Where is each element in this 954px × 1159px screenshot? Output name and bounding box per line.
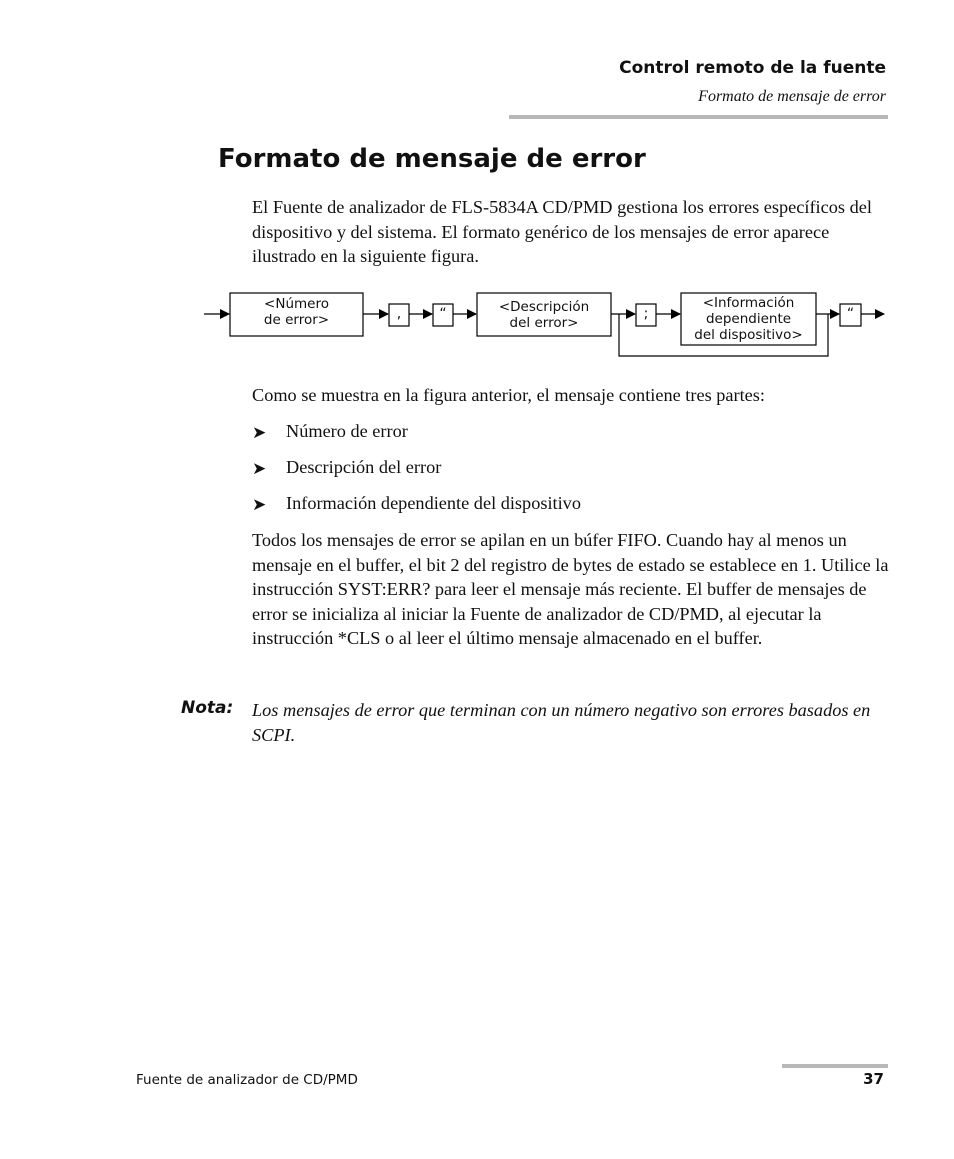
- list-item: ➤ Descripción del error: [252, 455, 581, 491]
- label-error-number: <Número de error>: [263, 296, 330, 328]
- fifo-paragraph: Todos los mensajes de error se apilan en un búfer FIFO. Cuando hay al menos un mensaje en el buffer, el bit 2 del registro de bytes de estado se establece en 1. Utilice la instrucción SYST:ERR? para leer el mensaje más reciente. El buffer de mensajes de error se inicializa al iniciar la Fuente de analizador de CD/PMD, al ejecutar la instrucción *CLS o al leer el último mensaje almacenado en el buffer.: [252, 530, 889, 648]
- label-semicolon: ;: [643, 306, 649, 322]
- parts-list: [252, 419, 581, 527]
- label-comma: ,: [396, 306, 402, 322]
- section-title: Formato de mensaje de error: [698, 88, 886, 105]
- arrowhead-bullet-icon: ➤: [252, 423, 267, 442]
- header-rule: [509, 115, 888, 119]
- page-title: Formato de mensaje de error: [218, 144, 646, 174]
- label-error-description: <Descripción del error>: [498, 299, 590, 331]
- footer-rule: [782, 1064, 888, 1068]
- chapter-title: Control remoto de la fuente: [619, 58, 886, 78]
- label-device-info: <Información dependiente del dispositivo>: [694, 295, 803, 343]
- arrowhead-bullet-icon: ➤: [252, 495, 267, 514]
- parts-intro-paragraph: Como se muestra en la figura anterior, el mensaje contiene tres partes:: [252, 385, 765, 405]
- list-item: ➤ Número de error: [252, 419, 581, 455]
- page-number: 37: [863, 1070, 884, 1088]
- note-label: Nota:: [181, 698, 234, 718]
- footer-product-name: Fuente de analizador de CD/PMD: [136, 1072, 358, 1088]
- error-format-diagram: [200, 286, 900, 366]
- label-quote-close: “: [846, 306, 855, 322]
- note-text: Los mensajes de error que terminan con un número negativo son errores basados en SCPI.: [252, 700, 871, 745]
- arrowhead-bullet-icon: ➤: [252, 459, 267, 478]
- list-item: ➤ Información dependiente del dispositivo: [252, 491, 581, 527]
- label-quote-open: “: [439, 306, 447, 322]
- intro-paragraph: El Fuente de analizador de FLS-5834A CD/PMD gestiona los errores específicos del dispositivo y del sistema. El formato genérico de los mensajes de error aparece ilustrado en la siguiente figura.: [252, 197, 872, 266]
